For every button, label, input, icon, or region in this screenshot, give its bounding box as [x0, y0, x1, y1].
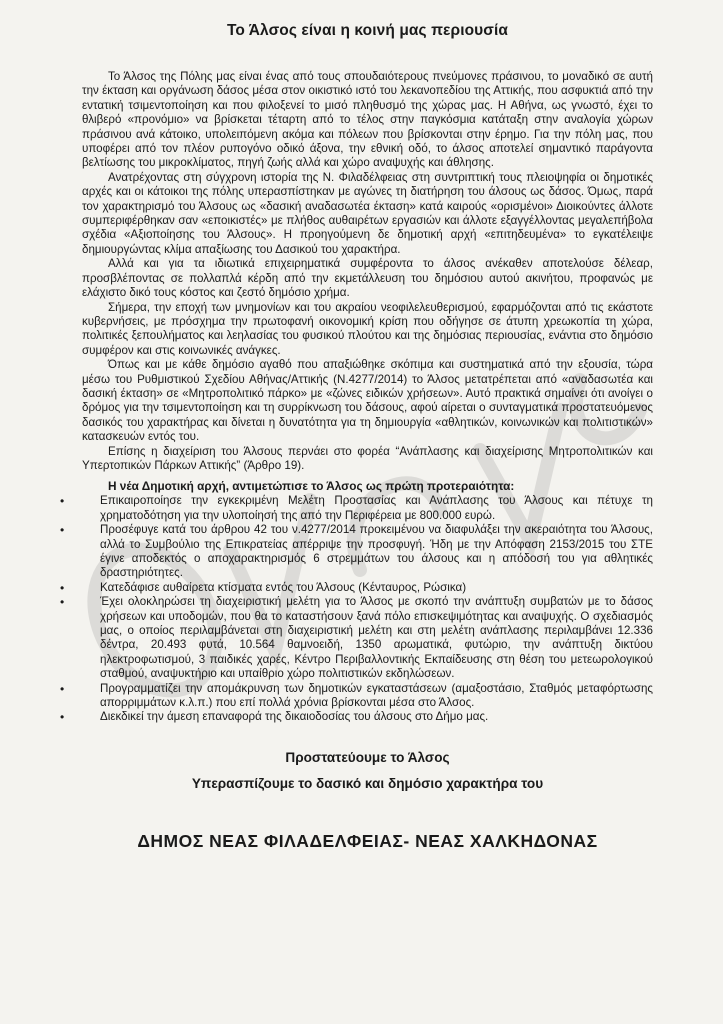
paragraph: Ανατρέχοντας στη σύγχρονη ιστορία της Ν. Φιλαδέλφειας στη συντριπτική τους πλειοψηφία οι δημοτικές αρχές και οι κάτοικοι της πόλης υπερασπίστηκαν με αγώνες τη διατήρηση του άλσους ως δάσος. Όμως, παρά τον χαρακτηρισμό του Άλσους ως «δασική αναδασωτέα έκταση» κατά καιρούς «ορισμένοι» Διοικούντες άλλοτε συμπεριφέρθηκαν σαν «εποικιστές» με πλήθος αυθαιρέτων εργασιών και άλλοτε εξαγγέλλοντας μεγαλεπήβολα σχέδια «Αξιοποίησης του Άλσους». Η προηγούμενη δε δημοτική αρχή «επιτηδευμένα» το εγκατέλειψε δημιουργώντας κλίμα απαξίωσης του Δασικού του χαρακτήρα. [82, 170, 653, 256]
paragraph: Το Άλσος της Πόλης μας είναι ένας από τους σπουδαιότερους πνεύμονες πράσινου, το μοναδικό σε αυτή την έκταση και οργάνωση δάσος μέσα στον οικιστικό ιστό του λεκανοπεδίου της Αττικής, που ασφυκτιά από την εντατική τσιμεντοποίηση και που φιλοξενεί το μισό πληθυσμό της χώρας μας. Η Αθήνα, ως γνωστό, έχει το θλιβερό «προνόμιο» να βρίσκεται τέταρτη από το τέλος στην παγκόσμια κατάταξη στην αναλογία χώρων πράσινου ανά κάτοικο, υπολειπόμενη ακόμα και πόλεων που βρίσκονται στην έρημο. Για την πόλη μας, που υποφέρει από τον πλέον ρυπογόνο οδικό άξονα, την εθνική οδό, το άλσος αποτελεί σημαντικό παράγοντα βελτίωσης του μικροκλίματος, πηγή ζωής αλλά και χώρο αναψυχής και άθλησης. [82, 70, 653, 170]
body-text [82, 70, 653, 473]
bullet-icon: • [60, 681, 65, 696]
list-item [60, 595, 653, 681]
footer-slogan-1: Προστατεύουμε το Άλσος [285, 749, 450, 765]
list-item [60, 523, 653, 581]
list-item-text: Επικαιροποίησε την εγκεκριμένη Μελέτη Προστασίας και Ανάπλασης του Άλσους και πέτυχε τη χρηματοδότηση για την υλοποίησή της από την Περιφέρεια με 800.000 ευρώ. [100, 494, 653, 522]
list-item [60, 494, 653, 523]
list-item-text: Προσέφυγε κατά του άρθρου 42 του ν.4277/2014 προκειμένου να διαφυλάξει την ακεραιότητα του Άλσους, αλλά το Συμβούλιο της Επικρατείας απέρριψε την προσφυγή. Ήδη με την Απόφαση 2153/2015 του ΣΤΕ έγινε αποδεκτός ο αποχαρακτηρισμός 6 στρεμμάτων του άλσους και η απόδοσή του για αθλητικές δραστηριότητες. [100, 523, 653, 580]
list-item-text: Διεκδικεί την άμεση επαναφορά της δικαιοδοσίας του άλσους στο Δήμο μας. [100, 710, 489, 724]
list-item-text: Έχει ολοκληρώσει τη διαχειριστική μελέτη για το Άλσος με σκοπό την ανάπτυξη συμβατών με το δάσος χρήσεων και υποδομών, που θα το καταστήσουν ξανά πόλο επισκεψιμότητας και αναψυχής. Ο σχεδιασμός μας, ο οποίος περιλαμβάνεται στη διαχειριστική μελέτη και στη μελέτη ανάπλασης περιλαμβάνει 12.336 δέντρα, 20.493 φυτά, 10.564 θαμνοειδή, 1350 αρωματικά, φυτώριο, την ανάπτυξη δικτύου ηλεκτροφωτισμού, 3 παιδικές χαρές, Κέντρο Περιβαλλοντικής Εκπαίδευσης στη θέση του μετεωρολογικού σταθμού, αναψυκτήριο και υπαίθριο χώρο πολιτιστικών εκδηλώσεων. [100, 595, 653, 681]
priorities-heading: Η νέα Δημοτική αρχή, αντιμετώπισε το Άλσος ως πρώτη προτεραιότητα: [108, 479, 515, 494]
list-item [60, 580, 653, 595]
list-item [60, 710, 653, 725]
footer-slogan-2: Υπερασπίζουμε το δασικό και δημόσιο χαρακτήρα του [191, 775, 544, 791]
paragraph: Σήμερα, την εποχή των μνημονίων και του ακραίου νεοφιλελευθερισμού, εφαρμόζονται από τις εκάστοτε κυβερνήσεις, με πρόσχημα την πρωτοφανή οικονομική κρίση που οδήγησε σε άτυπη χρεωκοπία τη χώρα, πολιτικές ξεπουλήματος και λεηλασίας του φυσικού πλούτου και της δημόσιας περιουσίας, ενάντια στο δημόσιο συμφέρον και στις κοινωνικές ανάγκες. [82, 300, 653, 357]
list-item-text: Κατεδάφισε αυθαίρετα κτίσματα εντός του Άλσους (Κένταυρος, Ρώσικα) [100, 580, 467, 594]
list-item [60, 681, 653, 711]
signature-municipality: ΔΗΜΟΣ ΝΕΑΣ ΦΙΛΑΔΕΛΦΕΙΑΣ- ΝΕΑΣ ΧΑΛΚΗΔΟΝΑΣ [137, 830, 598, 851]
document-title: Το Άλσος είναι η κοινή μας περιουσία [226, 22, 509, 39]
bullet-icon: • [60, 580, 65, 595]
priorities-list [60, 494, 653, 725]
bullet-icon: • [60, 523, 65, 538]
paragraph: Επίσης η διαχείριση του Άλσους περνάει στο φορέα “Ανάπλασης και διαχείρισης Μητροπολιτικών και Υπερτοπικών Πάρκων Αττικής” (Άρθρο 19). [82, 444, 653, 472]
bullet-icon: • [60, 710, 65, 725]
bullet-icon: • [60, 595, 65, 610]
list-item-text: Προγραμματίζει την απομάκρυνση των δημοτικών εγκαταστάσεων (αμαξοστάσιο, Σταθμός μεταφόρτωσης απορριμμάτων κ.λ.π.) που επί πολλά χρόνια βρίσκονται μέσα στο Άλσος. [100, 681, 653, 710]
bullet-icon: • [60, 494, 65, 509]
paragraph: Αλλά και για τα ιδιωτικά επιχειρηματικά συμφέροντα το άλσος ανέκαθεν αποτελούσε δέλεαρ, προσβλέποντας σε πολλαπλά κέρδη από την εκμετάλλευση του δημόσιου αυτού ακινήτου, προφανώς με ελάχιστο δικό τους κόστος και ζεστό δημόσιο χρήμα. [82, 257, 653, 300]
paragraph: Όπως και με κάθε δημόσιο αγαθό που απαξιώθηκε σκόπιμα και συστηματικά από την εξουσία, τώρα μέσω του Ρυθμιστικού Σχεδίου Αθήνας/Αττικής (Ν.4277/2014) το Άλσος μετατρέπεται από «αναδασωτέα και δασική έκταση» σε «Μητροπολιτικό πάρκο» με «ζώνες ειδικών χρήσεων». Αυτό πρακτικά σημαίνει ότι ανοίγει ο δρόμος για την τσιμεντοποίηση και τη συρρίκνωση του δάσους, αφού αίρεται ο συνταγματικά προστατευόμενος δασικός του χαρακτήρας και δίνεται η δυνατότητα για τη δημιουργία «αθλητικών, κοινωνικών και πολιτιστικών» κατασκευών εντός του. [82, 358, 653, 444]
